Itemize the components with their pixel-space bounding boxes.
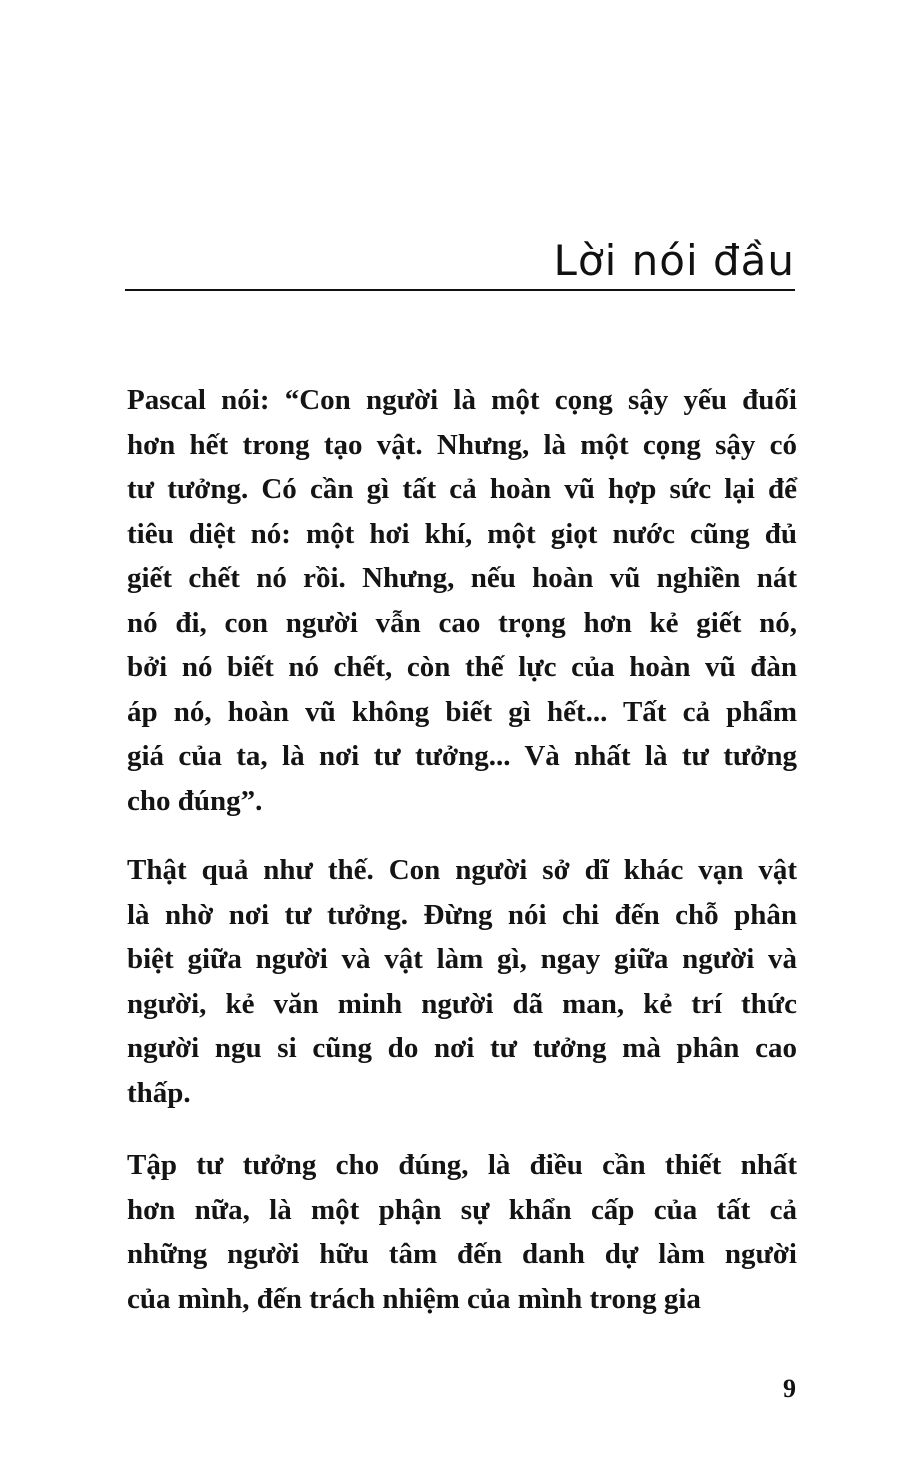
title-underline bbox=[125, 289, 795, 291]
text-line: tư tưởng. Có cần gì tất cả hoàn vũ hợp sức lại để bbox=[127, 473, 797, 505]
text-line: biệt giữa người và vật làm gì, ngay giữa người và bbox=[127, 943, 797, 975]
text-line: Thật quả như thế. Con người sở dĩ khác vạn vật bbox=[127, 854, 797, 886]
text-line: bởi nó biết nó chết, còn thế lực của hoàn vũ đàn bbox=[127, 651, 797, 683]
text-line: người ngu si cũng do nơi tư tưởng mà phân cao bbox=[127, 1032, 797, 1064]
text-line: áp nó, hoàn vũ không biết gì hết... Tất cả phẩm bbox=[127, 695, 797, 728]
text-line: tiêu diệt nó: một hơi khí, một giọt nước cũng đủ bbox=[127, 517, 797, 550]
text-line: hơn nữa, là một phận sự khẩn cấp của tất cả bbox=[127, 1193, 797, 1226]
page-number: 9 bbox=[783, 1374, 796, 1403]
text-line: thấp. bbox=[127, 1076, 191, 1109]
text-line: là nhờ nơi tư tưởng. Đừng nói chi đến chỗ phân bbox=[127, 898, 797, 931]
paragraph-2 bbox=[127, 848, 797, 1115]
text-line: nó đi, con người vẫn cao trọng hơn kẻ giết nó, bbox=[127, 606, 797, 639]
text-line: giá của ta, là nơi tư tưởng... Và nhất là tư tưởng bbox=[127, 740, 797, 772]
paragraph-3 bbox=[127, 1143, 797, 1321]
text-line: người, kẻ văn minh người dã man, kẻ trí thức bbox=[127, 987, 797, 1020]
chapter-title: Lời nói đầu bbox=[553, 236, 795, 285]
text-line: giết chết nó rồi. Nhưng, nếu hoàn vũ nghiền nát bbox=[127, 562, 797, 594]
text-line: Tập tư tưởng cho đúng, là điều cần thiết nhất bbox=[127, 1149, 797, 1181]
text-line: của mình, đến trách nhiệm của mình trong gia bbox=[127, 1282, 701, 1315]
text-line: hơn hết trong tạo vật. Nhưng, là một cọng sậy có bbox=[127, 428, 797, 461]
text-line: những người hữu tâm đến danh dự làm người bbox=[127, 1238, 797, 1270]
paragraph-1 bbox=[127, 378, 797, 823]
text-line: cho đúng”. bbox=[127, 784, 263, 817]
text-line: Pascal nói: “Con người là một cọng sậy yếu đuối bbox=[127, 384, 797, 416]
